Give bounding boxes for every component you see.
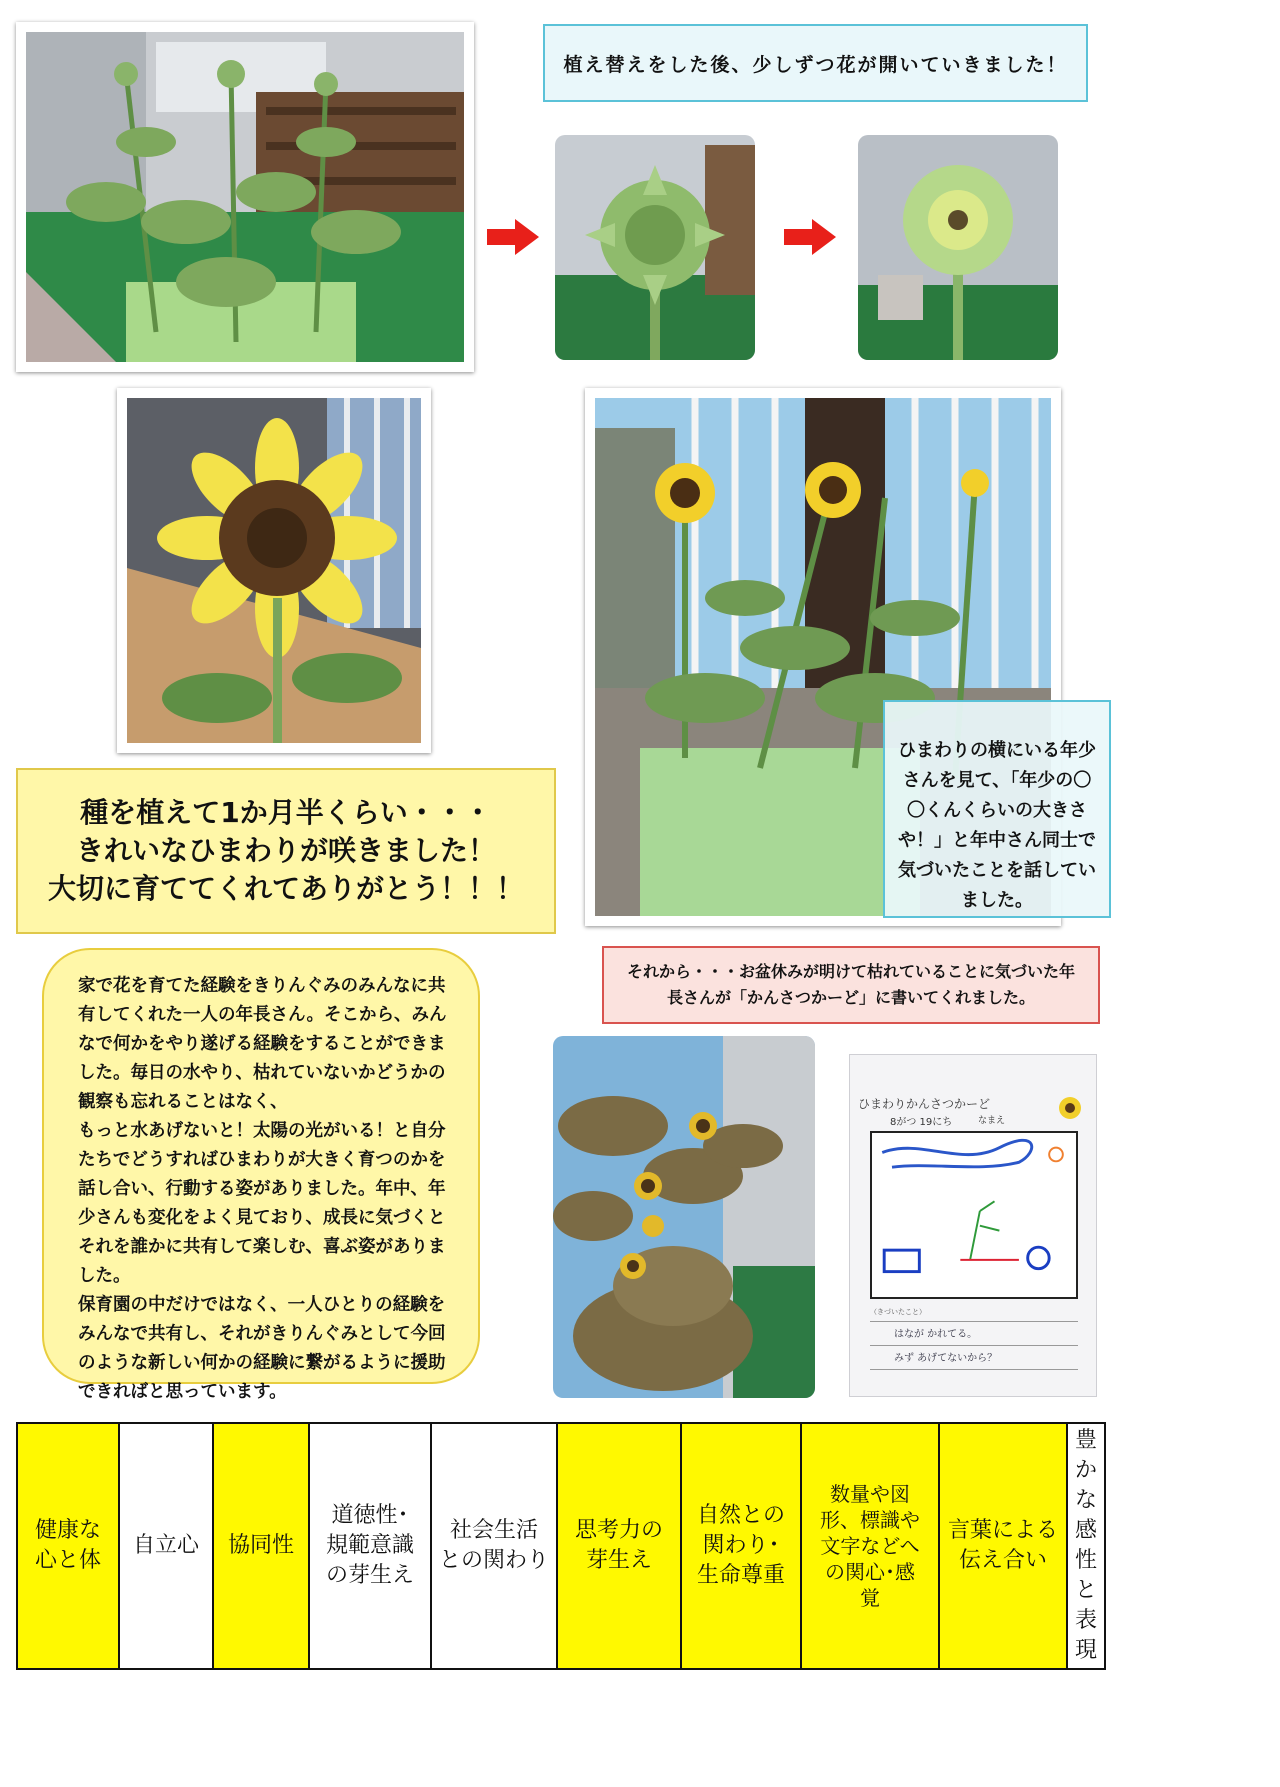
competency-table [16, 1422, 1106, 1663]
photo-withered [553, 1036, 815, 1398]
competency-cell [309, 1423, 431, 1669]
competency-cell [681, 1423, 801, 1669]
competency-cell [213, 1423, 309, 1669]
competency-cell [431, 1423, 557, 1669]
sunflower-icon [1057, 1095, 1083, 1121]
caption-line: 大切に育ててくれてありがとう！！！ [47, 872, 524, 905]
card-rule [870, 1321, 1078, 1322]
card-rule [870, 1345, 1078, 1346]
competency-label: 協同性 [227, 1533, 294, 1558]
caption-line: 種を植えて1か月半くらい・・・ [80, 796, 492, 829]
photo-bud-closed [555, 135, 755, 360]
competency-cell [801, 1423, 939, 1669]
competency-label: 思考力の 芽生え [574, 1518, 663, 1573]
card-rule [870, 1369, 1078, 1370]
caption-bloom [16, 768, 556, 934]
competency-label: 言葉による 伝え合い [947, 1518, 1058, 1573]
competency-label: 健康な 心と体 [34, 1518, 101, 1573]
competency-label: 自立心 [132, 1533, 199, 1558]
card-note-line: みず あげてないから？ [894, 1353, 998, 1364]
competency-label: 自然との 関わり･ 生命尊重 [696, 1503, 785, 1588]
card-note-line: はなが かれてる。 [894, 1329, 978, 1340]
arrow-right-icon [487, 219, 539, 255]
competency-cell [17, 1423, 119, 1669]
photo-observation-card [849, 1054, 1097, 1397]
photo-planter-buds [16, 22, 474, 372]
competency-cell [1067, 1423, 1105, 1669]
story-text: 家で花を育てた経験をきりんぐみのみんなに共有してくれた一人の年長さん。そこから、みんなで何かをやり遂げる経験をすることができました。毎日の水やり、枯れていないかどうかの観察も忘れることはなく、 もっと水あげないと！太陽の光がいる！と自分たちでどうすればひまわりが大きく育つのかを話し合い、行動する姿がありました。年中、年少さんも変化をよく見ており、成長に気づくとそれを誰かに共有して楽しむ、喜ぶ姿がありました。 保育園の中だけではなく、一人ひとりの経験をみんなで共有し、それがきりんぐみとして今回のような新しい何かの経験に繋がるように援助できればと思っています。 [42, 948, 480, 1384]
photo-full-bloom [117, 388, 431, 753]
card-name-label: なまえ [978, 1116, 1006, 1126]
competency-cell [119, 1423, 213, 1669]
competency-cell [557, 1423, 681, 1669]
competency-label: 数量や図 形、標識や 文字などへ の関心･感 覚 [820, 1482, 920, 1610]
card-drawing-area [870, 1131, 1078, 1299]
competency-label: 豊かな感性 と表現 [1074, 1428, 1097, 1663]
note-observation: ひまわりの横にいる年少さんを見て、「年少の〇〇くんくらいの大きさや！」と年中さん同士で気づいたことを話していました。 [883, 700, 1111, 918]
competency-label: 社会生活 との関わり [438, 1518, 549, 1573]
card-date: 8がつ 19にち [890, 1117, 953, 1128]
card-title: ひまわりかんさつかーど [858, 1097, 991, 1111]
competency-label: 道徳性･ 規範意識 の芽生え [325, 1503, 414, 1588]
photo-bud-opening [858, 135, 1058, 360]
competency-cell [939, 1423, 1067, 1669]
caption-withered: それから・・・お盆休みが明けて枯れていることに気づいた年長さんが「かんさつかーど」に書いてくれました。 [602, 946, 1100, 1024]
caption-line: きれいなひまわりが咲きました！ [75, 834, 496, 867]
arrow-right-icon [784, 219, 836, 255]
card-notes-label: （きづいたこと） [870, 1308, 926, 1316]
caption-opening: 植え替えをした後、少しずつ花が開いていきました！ [543, 24, 1088, 102]
